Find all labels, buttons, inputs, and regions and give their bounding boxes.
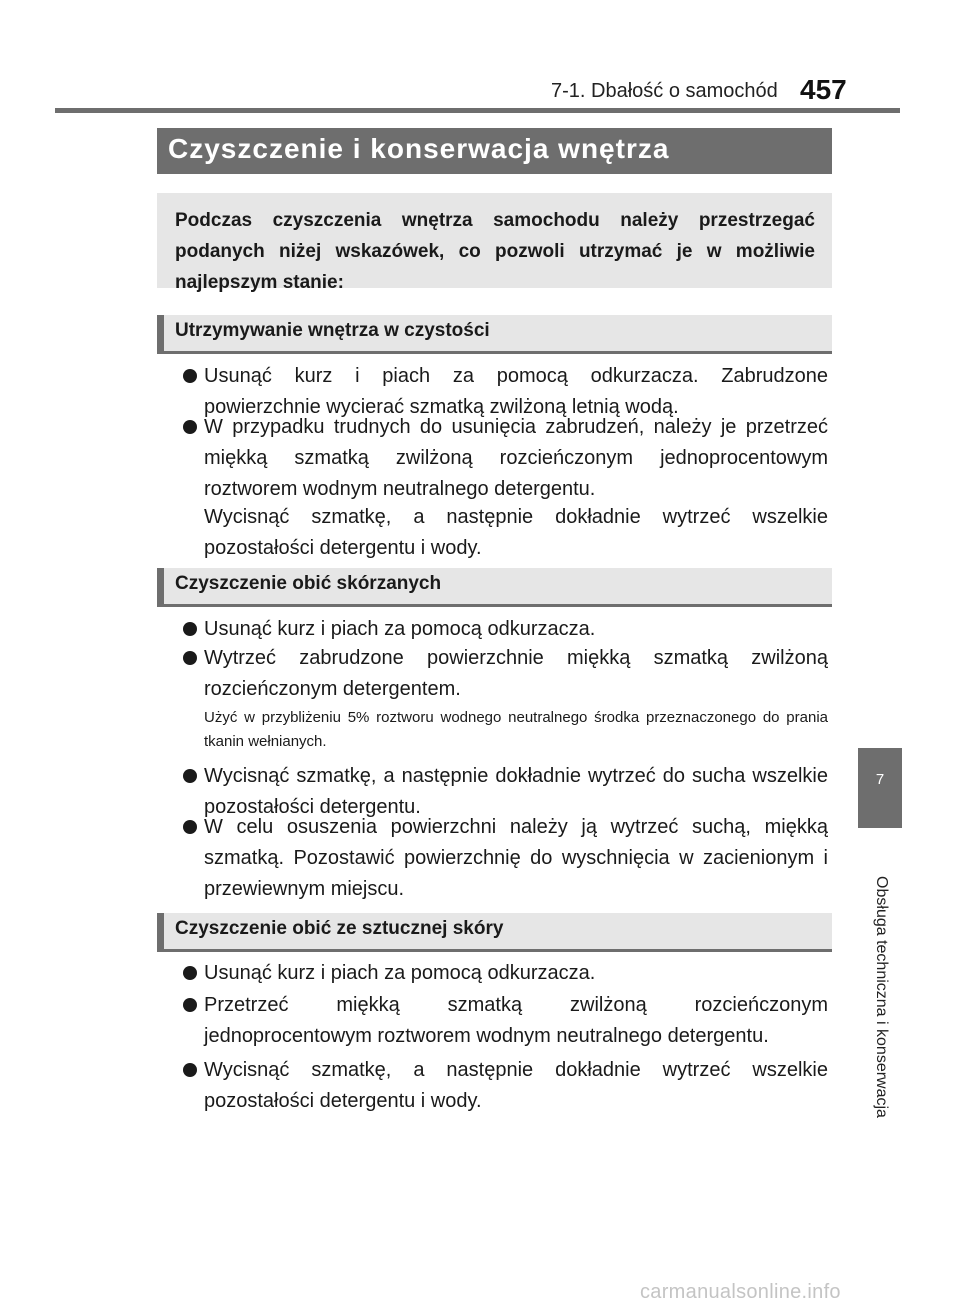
bullet-icon <box>183 998 197 1012</box>
bullet-icon <box>183 651 197 665</box>
list-item-text: Przetrzeć miękką szmatką zwilżoną rozcieńczonym jednoprocentowym roztworem wodnym neutralnego detergentu. <box>204 994 828 1047</box>
header-rule <box>55 108 900 113</box>
list-item-text: Usunąć kurz i piach za pomocą odkurzacza. <box>204 618 596 640</box>
small-note-text: Użyć w przybliżeniu 5% roztworu wodnego neutralnego środka przeznaczonego do prania tkanin wełnianych. <box>204 709 828 750</box>
list-item <box>183 643 828 705</box>
note-text: Wycisnąć szmatkę, a następnie dokładnie wytrzeć wszelkie pozostałości detergentu i wody. <box>204 506 828 559</box>
bullet-icon <box>183 820 197 834</box>
chapter-number: 7 <box>875 771 885 788</box>
list-item-text: Usunąć kurz i piach za pomocą odkurzacza. Zabrudzone powierzchnie wycierać szmatką zwilżoną letnią wodą. <box>204 365 828 418</box>
header-section-title: 7-1. Dbałość o samochód <box>551 80 778 102</box>
subheading-marker <box>157 568 164 604</box>
bullet-icon <box>183 369 197 383</box>
bullet-icon <box>183 966 197 980</box>
subheading-text: Czyszczenie obić ze sztucznej skóry <box>175 918 504 939</box>
chapter-title-vertical: Obsługa techniczna i konserwacja <box>873 876 890 1118</box>
list-item <box>183 1055 828 1117</box>
page-number: 457 <box>800 74 847 105</box>
list-item <box>183 412 828 505</box>
subheading-text: Utrzymywanie wnętrza w czystości <box>175 320 490 341</box>
list-item <box>183 958 828 989</box>
list-item-text: Wytrzeć zabrudzone powierzchnie miękką szmatką zwilżoną rozcieńczonym detergentem. <box>204 647 828 700</box>
list-item-text: W celu osuszenia powierzchni należy ją wytrzeć suchą, miękką szmatką. Pozostawić powierzchnię do wyschnięcia w zacienionym i przewiewnym miejscu. <box>204 816 828 900</box>
list-item-text: Wycisnąć szmatkę, a następnie dokładnie wytrzeć do sucha wszelkie pozostałości detergentu. <box>204 765 828 818</box>
subheading-marker <box>157 315 164 351</box>
subheading-text: Czyszczenie obić skórzanych <box>175 573 442 594</box>
watermark: carmanualsonline.info <box>640 1281 841 1303</box>
subheading-leather <box>157 568 832 607</box>
bullet-icon <box>183 420 197 434</box>
subheading-artificial-leather <box>157 913 832 952</box>
bullet-icon <box>183 1063 197 1077</box>
list-item <box>183 990 828 1052</box>
bullet-icon <box>183 622 197 636</box>
subheading-interior-clean <box>157 315 832 354</box>
list-item <box>183 614 828 645</box>
list-item-text: Usunąć kurz i piach za pomocą odkurzacza. <box>204 962 596 984</box>
list-item-text: W przypadku trudnych do usunięcia zabrudzeń, należy je przetrzeć miękką szmatką zwilżoną rozcieńczonym jednoprocentowym roztworem wodnym neutralnego detergentu. <box>204 416 828 500</box>
bullet-icon <box>183 769 197 783</box>
subheading-marker <box>157 913 164 949</box>
list-item-text: Wycisnąć szmatkę, a następnie dokładnie wytrzeć wszelkie pozostałości detergentu i wody. <box>204 1059 828 1112</box>
list-item <box>183 812 828 905</box>
page-title: Czyszczenie i konserwacja wnętrza <box>168 133 670 164</box>
intro-text: Podczas czyszczenia wnętrza samochodu należy przestrzegać podanych niżej wskazówek, co pozwoli utrzymać je w możliwie najlepszym stanie: <box>175 210 815 293</box>
